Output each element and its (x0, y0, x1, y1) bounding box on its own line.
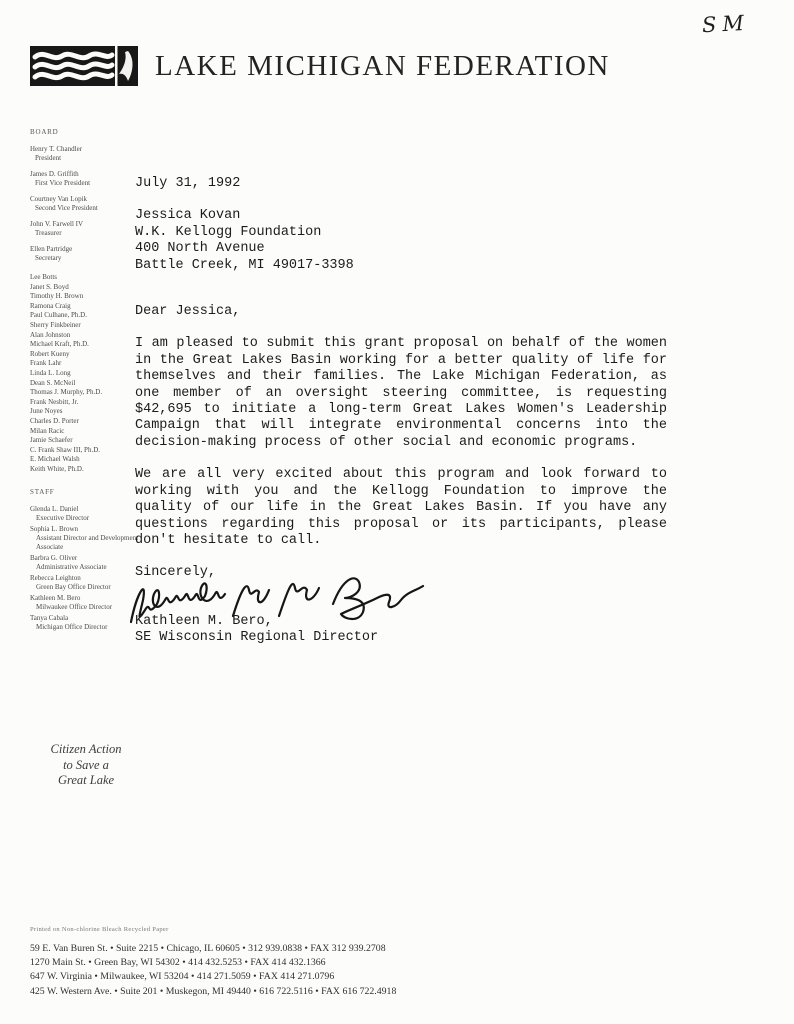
officer-entry (30, 220, 142, 238)
board-member: Dean S. McNeil (30, 378, 76, 387)
recipient-address (135, 208, 667, 274)
office-address: 647 W. Virginia • Milwaukee, WI 53204 • 414 271.5059 • FAX 414 271.0796 (30, 971, 335, 983)
board-member: Michael Kraft, Ph.D. (30, 340, 89, 349)
staff-title: Assistant Director and Development Associate (36, 534, 139, 552)
staff-name: Glenda L. Daniel (30, 505, 79, 514)
officer-title: Second Vice President (35, 204, 98, 212)
staff-heading: STAFF (30, 488, 55, 497)
board-member: Janet S. Boyd (30, 282, 69, 291)
board-member: Robert Kueny (30, 349, 70, 358)
tagline-line: to Save a (63, 757, 109, 772)
staff-title: Administrative Associate (36, 563, 107, 572)
office-address: 425 W. Western Ave. • Suite 201 • Muskegon, MI 49440 • 616 722.5116 • FAX 616 722.4918 (30, 985, 397, 997)
board-member: Keith White, Ph.D. (30, 464, 84, 473)
staff-title: Milwaukee Office Director (36, 603, 113, 612)
board-member: Frank Lahr (30, 359, 62, 368)
staff-name: Rebecca Leighton (30, 574, 81, 583)
officer-title: President (35, 154, 62, 162)
staff-name: Barbra G. Oliver (30, 554, 78, 563)
board-member: C. Frank Shaw III, Ph.D. (30, 445, 100, 454)
officer-title: Secretary (35, 254, 62, 262)
officer-entry (30, 170, 142, 188)
letter-body (135, 176, 667, 656)
board-member: Jamie Schaefer (30, 436, 73, 445)
officer-name: Henry T. Chandler (30, 145, 83, 153)
board-sidebar (30, 128, 142, 634)
board-member: Frank Nesbitt, Jr. (30, 397, 79, 406)
board-member: E. Michael Walsh (30, 455, 80, 464)
officer-name: Ellen Partridge (30, 245, 73, 253)
board-member: Ramona Craig (30, 301, 71, 310)
board-member: Linda L. Long (30, 368, 71, 377)
board-members (30, 273, 142, 474)
office-address: 59 E. Van Buren St. • Suite 2215 • Chicago, IL 60605 • 312 939.0838 • FAX 312 939.2708 (30, 943, 386, 954)
board-member: Lee Botts (30, 273, 58, 281)
body-paragraph: I am pleased to submit this grant proposal on behalf of the women in the Great Lakes Basin working for a better quality of life for themselves and their families. The Lake Michigan Federation, as one member of an oversight steering committee, is requesting $42,695 to initiate a long-term Great Lakes Women's Leadership Campaign that will integrate environmental concerns into the decision-making process of other social and economic programs. (135, 336, 667, 450)
handwritten-initials: SM (701, 10, 751, 38)
staff-name: Kathleen M. Bero (30, 594, 81, 603)
recipient-line: Battle Creek, MI 49017-3398 (135, 257, 354, 273)
officer-entry (30, 245, 142, 263)
officer-name: John V. Farwell IV (30, 220, 84, 228)
tagline-line: Citizen Action (50, 742, 122, 756)
board-member: Milan Racic (30, 426, 65, 435)
body-paragraph: We are all very excited about this program and look forward to working with you and the Kellogg Foundation to improve the quality of our life in the Great Lakes Basin. If you have any questions regarding this proposal or its participants, please don't hesitate to call. (135, 467, 667, 548)
officer-title: First Vice President (35, 179, 91, 187)
tagline (34, 742, 138, 789)
staff-name: Tanya Cabala (30, 614, 69, 623)
office-address: 1270 Main St. • Green Bay, WI 54302 • 414 432.5253 • FAX 414 432.1366 (30, 957, 326, 969)
staff-entry (30, 525, 142, 552)
board-member: Alan Johnston (30, 330, 71, 339)
board-member: Paul Culhane, Ph.D. (30, 311, 87, 320)
recipient-line: Jessica Kovan (135, 208, 241, 224)
staff-title: Green Bay Office Director (36, 583, 111, 592)
letterhead (30, 46, 610, 86)
staff-entry (30, 505, 142, 523)
board-heading: BOARD (30, 128, 59, 136)
recipient-line: W.K. Kellogg Foundation (135, 224, 322, 240)
signer-name: Kathleen M. Bero, (135, 613, 273, 629)
recipient-line: 400 North Avenue (135, 241, 265, 257)
staff-name: Sophia L. Brown (30, 525, 79, 534)
closing: Sincerely, (135, 565, 217, 581)
officer-entry (30, 145, 142, 163)
staff-title: Michigan Office Director (36, 623, 108, 632)
board-member: Thomas J. Murphy, Ph.D. (30, 388, 103, 397)
officer-name: Courtney Van Lopik (30, 195, 88, 203)
org-name: LAKE MICHIGAN FEDERATION (155, 49, 610, 82)
board-member: Timothy H. Brown (30, 292, 84, 301)
board-member: Charles D. Porter (30, 416, 79, 425)
footer (30, 926, 750, 999)
signature-block (135, 584, 667, 656)
board-member: June Noyes (30, 407, 63, 416)
tagline-line: Great Lake (57, 773, 115, 787)
officer-entry (30, 195, 142, 213)
board-member: Sherry Finkbeiner (30, 320, 81, 329)
officer-name: James D. Griffith (30, 170, 79, 178)
salutation: Dear Jessica, (135, 304, 241, 320)
signer-title: SE Wisconsin Regional Director (135, 629, 379, 645)
officer-title: Treasurer (35, 229, 62, 237)
staff-title: Executive Director (36, 514, 90, 523)
waves-gull-logo-icon (30, 46, 138, 86)
recycled-paper-note: Printed on Non-chlorine Bleach Recycled Paper (30, 926, 169, 933)
letter-date: July 31, 1992 (135, 176, 241, 191)
